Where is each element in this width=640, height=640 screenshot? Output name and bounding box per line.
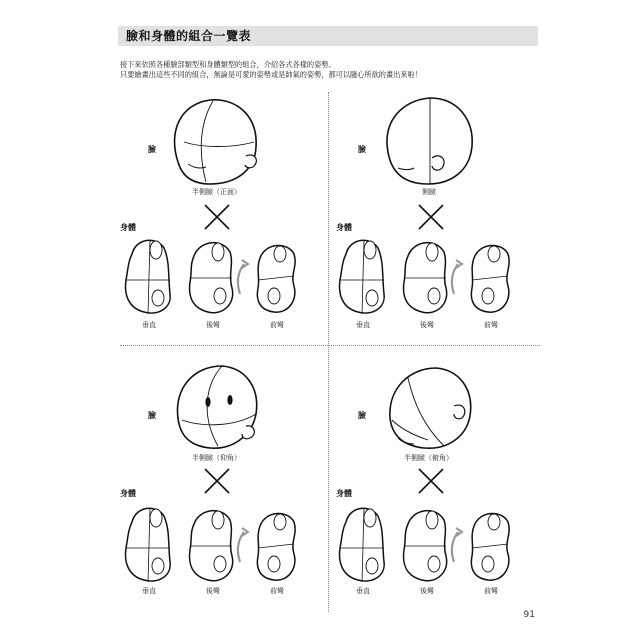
body-straight-shape [340,240,385,314]
body-label: 身體 [120,223,136,232]
body-forwardbend-shape [471,245,509,312]
body-backbend-shape [190,511,233,581]
face-caption: 側臉 [422,188,436,196]
cross-icon [416,202,446,232]
body-straight-shape [126,508,171,582]
body-caption-3: 前彎 [484,321,498,329]
body-caption-2: 後彎 [206,587,220,595]
face-caption: 半側臉（仰角） [192,454,241,462]
body-backbend-shape [404,243,447,313]
body-shapes-illustration [332,234,542,324]
section-title-bar [118,26,538,46]
cross-icon [202,202,232,232]
body-straight-shape [340,508,385,582]
intro-line-2: 只要繪畫出這些不同的組合，無論是可愛的姿勢或是帥氣的姿勢，都可以隨心所欲的畫出來啦！ [120,70,422,79]
body-shapes-illustration [332,502,542,592]
face-front-illustration [118,92,328,192]
intro-line-1: 接下來依照各種臉部類型和身體類型的組合，介紹各式各樣的姿勢。 [120,60,336,69]
body-shapes-illustration [118,234,328,324]
body-caption-3: 前彎 [484,587,498,595]
face-label: 臉 [358,145,366,154]
body-backbend-shape [404,511,447,581]
body-caption-2: 後彎 [420,321,434,329]
panel-upward-face [118,354,328,604]
bend-arrow-icon [452,264,458,294]
bend-arrow-icon [238,532,244,562]
body-caption-1: 垂直 [142,321,156,329]
cross-icon [202,466,232,496]
body-forwardbend-shape [257,513,295,580]
face-label: 臉 [148,145,156,154]
body-label: 身體 [120,489,136,498]
face-side-illustration [332,92,542,192]
panel-side-face [332,92,542,342]
cross-icon [416,466,446,496]
page-title: 臉和身體的組合一覽表 [126,29,252,43]
body-caption-3: 前彎 [270,321,284,329]
body-label: 身體 [336,489,352,498]
body-forwardbend-shape [471,513,509,580]
face-label: 臉 [148,411,156,420]
face-caption: 半側臉（俯角） [404,454,453,462]
face-label: 臉 [358,411,366,420]
horizontal-divider [120,345,540,346]
face-caption: 半側臉（正面） [192,188,241,196]
bend-arrow-icon [238,264,244,294]
face-downward-illustration [332,354,542,454]
intro-text [120,60,540,80]
body-shapes-illustration [118,502,328,592]
body-forwardbend-shape [257,245,295,312]
body-backbend-shape [190,243,233,313]
page-number: 91 [523,610,535,620]
face-upward-illustration [118,354,328,454]
body-caption-1: 垂直 [356,587,370,595]
body-caption-3: 前彎 [270,587,284,595]
body-caption-2: 後彎 [206,321,220,329]
vertical-divider [328,92,329,612]
body-straight-shape [126,240,171,314]
body-caption-2: 後彎 [420,587,434,595]
body-label: 身體 [336,223,352,232]
body-caption-1: 垂直 [142,587,156,595]
panel-downward-face [332,354,542,604]
panel-front-face [118,92,328,342]
bend-arrow-icon [452,532,458,562]
body-caption-1: 垂直 [356,321,370,329]
